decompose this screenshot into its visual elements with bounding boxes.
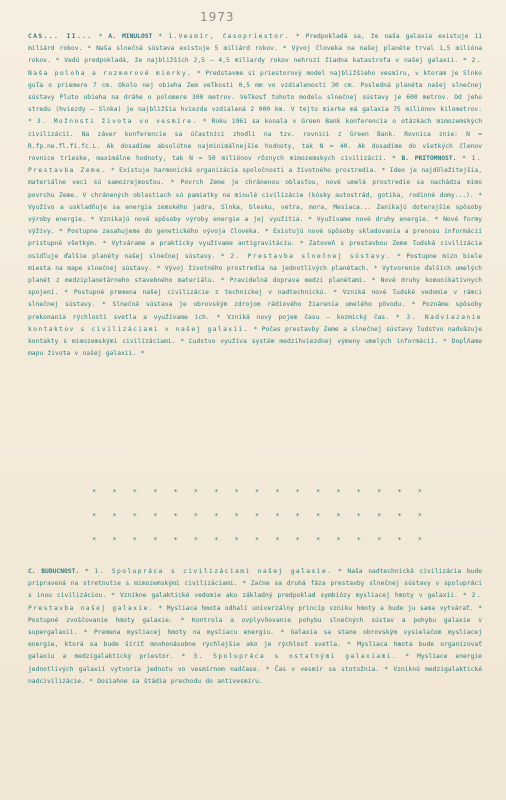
star-mark: * (92, 512, 97, 520)
star-mark: * (193, 536, 199, 544)
star-mark: * (417, 488, 422, 496)
paragraph-earth-rebuild: * Existuje harmonická organizácia spoločnosti a životného prostredia. * Ideo je najdôležitejšia, materiálne veci sú samozrejmosťou. * Povrch Zeme je chránenou oblasťou, nové umelé prostredie sa nachádza mimo povrchu Zeme. V chránených oblastiach sú pamiatky na minulé civilizácie (kúsky autostrád, gotika, rodinné domy...). * Využívo a uskladňuje sa energia zemského jadra, Slnka, blesku, vetra, mora, Mesiaca... Zanikajú doterajšie spôsoby výroby energie. * Vznikajú nové spôsoby výroby energie a jej využitia. * Využívame nové druhy energie. * Nové formy výživy. * Postupne zasahujeme do genetického vývoja človeka. * Existujú nové spôsoby skladovania a prenosu informácií pristupné všetkým. * Vytvárame a prakticky využívame antigravitáciu. * Zatoveň s prestavbou Zeme ľudská civilizácia osídľuje ďalšie planéty našej slnečnej sústavy. * (28, 167, 482, 260)
star-mark: * (377, 536, 382, 544)
star-mark: * (315, 488, 321, 496)
star-mark: * (112, 488, 117, 496)
star-mark: * (234, 536, 239, 544)
heading-position: 2. Naša poloha a rozmerové mierky. (28, 57, 483, 77)
star-divider-row-3 (92, 536, 422, 544)
star-mark: * (173, 512, 178, 520)
heading-other-galaxies: 3. Spolupráca s ostatnými galaxiami. (193, 653, 398, 661)
section-past-present: CAS... II... * A. MINULOST * 1.Vesmír, časopriestor. * Predpokladá sa, že naša galaxia existuje 11 miliárd rokov. * Naša slnečná sústava existuje 5 miliárd rokov. * Vývoj človeka na našej planéte trval 1,5 milióna rokov. * Vedú predpokladá, že najbližších 2,5 – 4,5 miliardy rokov nehrozí žiadna katastrofa v našej galaxii. * 2. Naša poloha a rozmerové mierky. * Predstavme si priestorový model najbližšieho vesmíru, v ktoram je Slnko guľa o priemere 7 cm. Okolo nej obieha Zem veľkosti 0,5 mm vo vzdialenosti 30 cm. Posledná planéta našej slnečnej sústavy Pluto obieha na dráhe o polomere 300 metrov. Veľkosť tohoto modelu slnečnej sústavy je 600 metrov. Od jeho stredu (hviezdy — Slnka) je najbližšia hviezda vzdialená 2 000 km. V tejto mierke má galaxia 75 miliónov kilometrov. * 3. Možnosti života vo vesmíre. * Roku 1961 sa konala v Green Bank konferencia o otázkach mimozemských civilizácií. Na záver konferencie sa účastníci zhodli na tzv. rovnici z Green Bank. Rovnica znie: N = R.fp.ne.fl.fi.fc.L. Ak dosadíme absolútne najminimálnejšie hodnoty, tak N = 40. Ak dosadíme do všetkých členov rovnice trieske, maximálne hodnoty, tak N = 50 miliónov rôznych mimozemských civilizácií. * B. PRITOMNOST. * 1. Prestavba Zeme. * Existuje harmonická organizácia spoločnosti a životného prostredia. * Ideo je najdôležitejšia, materiálne veci sú samozrejmosťou. * Povrch Zeme je chránenou oblasťou, nové umelé prostredie sa nachádza mimo povrchu Zeme. V chránených oblastiach sú pamiatky na minulé civilizácie (kúsky autostrád, gotika, rodinné domy...). * Využívo a uskladňuje sa energia zemského jadra, Slnka, blesku, vetra, mora, Mesiaca... Zanikajú doterajšie spôsoby výroby energie. * Vznikajú nové spôsoby výroby energie a jej využitia. * Využívame nové druhy energie. * Nové formy výživy. * Postupne zasahujeme do genetického vývoja človeka. * Existujú nové spôsoby skladovania a prenosu informácií pristupné všetkým. * Vytvárame a prakticky využívame antigravitáciu. * Zatoveň s prestavbou Zeme ľudská civilizácia osídľuje ďalšie planéty našej slnečnej sústavy. * 2. Prestavba slnečnej sústavy. * Postupne mizn biele miesta na mape slnečnej sústavy. * Vývoj životného prostredia na jednotlivých planétach. * Vytvorenie ďalších umelých planét z medziplanetárneho stavebného materiálu. * Pravidelná doprava medzi planétami. * Nové druhy komunikatívnych spojení. * Postupné premena našej civilizácie z technickej v nadtechnickú. * Vzniká nové ľudské vedomie v rámci slnečnej sústavy. * Slnečná sústava je obrovským zdrojom rádiového žiarenia umelého pôvodu. * Poznáme spôsoby prekonania rýchlosti svetla a využívame ich. * Vzniká nový pojem času — kozmický čas. * 3. Nadviazanie kontaktov s civilizáciami v našej galaxii. * Počas prestavby Zeme a slnečnej sústavy ľudstvo nadväzuje kontakty s mimozemskými civilizáciami. * Ľudstvo využíva systém medzihviezdnej výmeny umelých informácií. * Dopĺňame mapu života v našej galaxii. * (28, 33, 483, 358)
star-mark: * (234, 512, 239, 520)
star-mark: * (112, 512, 117, 520)
heading-solar-rebuild: 2. Prestavba slnečnej sústavy. (230, 252, 392, 260)
heading-earth-rebuild: 1. Prestavba Zeme. (28, 155, 483, 175)
star-mark: * (254, 512, 260, 520)
document-title: CAS... II... (28, 33, 93, 40)
star-mark: * (377, 512, 382, 520)
star-mark: * (193, 512, 199, 520)
star-mark: * (336, 536, 341, 544)
heading-galaxy-rebuild: 2. Prestavba našej galaxie. (28, 592, 482, 612)
star-mark: * (173, 536, 178, 544)
star-mark: * (336, 488, 341, 496)
heading-b-present: B. PRITOMNOST. (401, 155, 457, 163)
star-mark: * (132, 512, 137, 520)
star-mark: * (275, 536, 280, 544)
star-mark: * (153, 488, 158, 496)
star-mark: * (214, 512, 219, 520)
star-mark: * (214, 488, 219, 496)
heading-cooperation: 1. Spolupráca s civilizáciami našej galaxie. (94, 568, 333, 575)
star-mark: * (173, 488, 178, 496)
star-mark: * (153, 512, 158, 520)
star-mark: * (295, 512, 300, 520)
star-mark: * (397, 512, 402, 520)
star-divider-row-2 (92, 512, 422, 520)
star-mark: * (132, 536, 137, 544)
heading-life: 3. Možnosti života vo vesmíre. (36, 118, 198, 126)
star-mark: * (132, 488, 137, 496)
paragraph-life: * Roku 1961 sa konala v Green Bank konferencia o otázkach mimozemských civilizácií. Na záver konferencie sa účastníci zhodli na tzv. rovnici z Green Bank. Rovnica znie: N = R.fp.ne.fl.fi.fc.L. Ak dosadíme absolútne najminimálnejšie hodnoty, tak N = 40. Ak dosadíme do všetkých členov rovnice trieske, maximálne hodnoty, tak N = 50 miliónov rôznych mimozemských civilizácií. * (28, 118, 483, 163)
heading-a-past: A. MINULOST (108, 33, 153, 40)
star-mark: * (92, 488, 97, 496)
paragraph-cooperation: * Naša nadtechnická civilizácia bude pripravená na stretnutie s mimozemskými civilizáciami. * Začne sa druhá fáza prestavby slnečnej sústavy v spolupráci s inou civilizáciou. * Vznikne galaktické vedomie ako základný predpoklad symbiózy mysliacej hmoty v galaxii. * (28, 568, 482, 600)
star-mark: * (315, 512, 321, 520)
paragraph-universe: Predpokladá sa, že naša galaxia existuje 11 miliárd rokov. * Naša slnečná sústava existuje 5 miliárd rokov. * Vývoj človeka na našej planéte trval 1,5 milióna rokov. * Vedú predpokladá, že najbližších 2,5 – 4,5 miliardy rokov nehrozí žiadna katastrofa v našej galaxii. * (28, 33, 483, 65)
star-divider-row-1 (92, 488, 422, 496)
star-mark: * (254, 488, 260, 496)
paragraph-position: Predstavme si priestorový model najbližšieho vesmíru, v ktoram je Slnko guľa o priemere 7 cm. Okolo nej obieha Zem veľkosti 0,5 mm vo vzdialenosti 30 cm. Posledná planéta našej slnečnej sústavy Pluto obieha na dráhe o polomere 300 metrov. Veľkosť tohoto modelu slnečnej sústavy je 600 metrov. Od jeho stredu (hviezdy — Slnka) je najbližšia hviezda vzdialená 2 000 km. V tejto mierke má galaxia 75 miliónov kilometrov. * (28, 69, 482, 126)
star-mark: * (417, 512, 422, 520)
star-mark: * (254, 536, 260, 544)
paragraph-contacts: * Počas prestavby Zeme a slnečnej sústavy ľudstvo nadväzuje kontakty s mimozemskými civilizáciami. * Ľudstvo využíva systém medzihviezdnej výmeny umelých informácií. * Dopĺňame mapu života v našej galaxii. * (28, 325, 482, 358)
section-future: C. BUDUCNOST. * 1. Spolupráca s civilizáciami našej galaxie. * Naša nadtechnická civilizácia bude pripravená na stretnutie s mimozemskými civilizáciami. * Začne sa druhá fáza prestavby slnečnej sústavy v spolupráci s inou civilizáciou. * Vznikne galaktické vedomie ako základný predpoklad symbiózy mysliacej hmoty v galaxii. * 2. Prestavba našej galaxie. * Mysliaca hmota odhalí univerzálny princíp vzniku hmoty a bude ju sama vytvárať. * Postupné zvoščovanie hmoty galaxie. * Kontrola a ovplyvňovanie pohybu slnečných sústav a pohybu galaxie v supergalaxii. * Premena mysliacej hmoty na mysliacu energiu. * Galaxia sa stane obrovským vysielačom mysliacej energie, ktorá sa bude šíriť mnohonásobne rýchlejšie ako je rýchlosť svetla. * Mysliaca hmota bude organizovať galaxiu a medzigalaktický priestor. * 3. Spolupráca s ostatnými galaxiami. * Mysliace energie jednotlivých galaxií vytvoria jednotu vo vesmírnom nadčase. * Čas v vesmír sa stotožnia. * Vzniknú medzigalaktické nadcivilizácie. * Dosiahne sa štádia prechodu do antivesmíru. (28, 568, 482, 685)
star-mark: * (295, 488, 300, 496)
star-mark: * (356, 512, 361, 520)
star-mark: * (397, 488, 402, 496)
star-mark: * (315, 536, 321, 544)
star-mark: * (214, 536, 219, 544)
pencil-note: 1973 (200, 10, 235, 24)
heading-c-future: C. BUDUCNOST. (28, 568, 80, 575)
star-mark: * (397, 536, 402, 544)
star-mark: * (275, 512, 280, 520)
heading-universe: 1.Vesmír, časopriestor. (168, 33, 290, 40)
star-mark: * (417, 536, 422, 544)
star-mark: * (193, 488, 199, 496)
star-mark: * (377, 488, 382, 496)
star-mark: * (356, 488, 361, 496)
star-mark: * (295, 536, 300, 544)
star-mark: * (92, 536, 97, 544)
star-mark: * (153, 536, 158, 544)
star-mark: * (356, 536, 361, 544)
star-mark: * (234, 488, 239, 496)
paragraph-solar-rebuild: * Postupne mizn biele miesta na mape slnečnej sústavy. * Vývoj životného prostredia na jednotlivých planétach. * Vytvorenie ďalších umelých planét z medziplanetárneho stavebného materiálu. * Pravidelná doprava medzi planétami. * Nové druhy komunikatívnych spojení. * Postupné premena našej civilizácie z technickej v nadtechnickú. * Vzniká nové ľudské vedomie v rámci slnečnej sústavy. * Slnečná sústava je obrovským zdrojom rádiového žiarenia umelého pôvodu. * Poznáme spôsoby prekonania rýchlosti svetla a využívame ich. * Vzniká nový pojem času — kozmický čas. * (28, 252, 483, 321)
star-mark: * (336, 512, 341, 520)
heading-contacts: 3. Nadviazanie kontaktov s civilizáciami v našej galaxii. (28, 313, 482, 333)
paragraph-galaxy-rebuild: * Mysliaca hmota odhalí univerzálny princíp vzniku hmoty a bude ju sama vytvárať. * Postupné zvoščovanie hmoty galaxie. * Kontrola a ovplyvňovanie pohybu slnečných sústav a pohybu galaxie v supergalaxii. * Premena mysliacej hmoty na mysliacu energiu. * Galaxia sa stane obrovským vysielačom mysliacej energie, ktorá sa bude šíriť mnohonásobne rýchlejšie ako je rýchlosť svetla. * Mysliaca hmota bude organizovať galaxiu a medzigalaktický priestor. * (28, 604, 482, 661)
star-mark: * (275, 488, 280, 496)
star-mark: * (112, 536, 117, 544)
paragraph-other-galaxies: * Mysliace energie jednotlivých galaxií vytvoria jednotu vo vesmírnom nadčase. * Čas v vesmír sa stotožnia. * Vzniknú medzigalaktické nadcivilizácie. * Dosiahne sa štádia prechodu do antivesmíru. (28, 653, 482, 685)
